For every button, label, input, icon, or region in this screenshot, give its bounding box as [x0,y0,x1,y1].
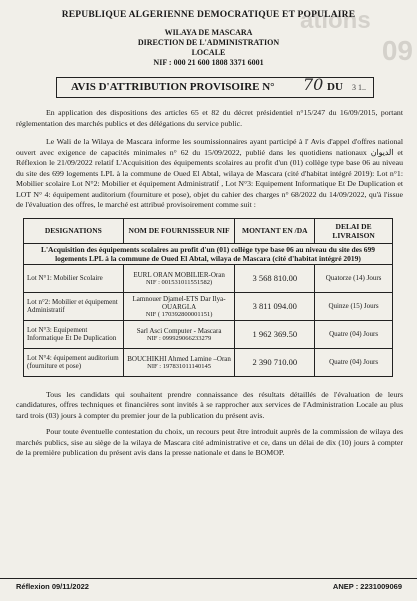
supplier-nif: NIF : 001531011551582) [145,278,213,286]
notice-title: AVIS D'ATTRIBUTION PROVISOIRE N° [71,81,275,93]
supplier-name: BOUCHIKHI Ahmed Lamine –Oran [127,354,231,363]
lot-amount: 1 962 369.50 [235,320,315,348]
supplier-name: EURL ORAN MOBILIER-Oran [133,270,225,279]
table-row [24,292,393,320]
lot-designation: Lot n°2: Mobilier et équipement Administratif [24,292,124,320]
lot-supplier [123,264,235,292]
lot-designation: Lot N°1: Mobilier Scolaire [24,264,124,292]
intro-paragraph: En application des dispositions des articles 65 et 82 du décret présidentiel n°15/247 du 16/09/2015, portant réglementation des marchés publics et des délégations du service public. [16,108,403,128]
lot-delay: Quatorze (14) Jours [315,264,393,292]
notice-footer [0,578,417,591]
footer-anep: ANEP : 2231009069 [332,582,402,591]
footer-publication: Réflexion 09/11/2022 [16,582,89,591]
notice-du: DU [327,81,343,93]
lot-supplier [123,348,235,376]
notice-title-box [56,77,374,98]
wilaya-name: WILAYA DE MASCARA [164,28,253,37]
results-paragraph: Tous les candidats qui souhaitent prendre connaissance des résultats détaillés de l'évaluation de leurs candidatures, offres techniques et financières sont invités à se rapprocher aux services de l'Administration Locale au plus tard trois (03) jours à compter du premier jour de la publication du présent avis. [16,389,403,420]
award-table [23,218,393,377]
supplier-name: Lamnouer Djamel-ETS Dar Ilya- OUARGLA [132,294,226,311]
supplier-nif: NIF : 197831011140145 [147,362,211,370]
locale-name: LOCALE [191,48,226,57]
table-row [24,264,393,292]
issuer-block [0,28,417,68]
lot-designation: Lot N°3: Equipement Informatique Et De Duplication [24,320,124,348]
republic-title: REPUBLIQUE ALGERIENNE DEMOCRATIQUE ET POPULAIRE [61,10,356,20]
issuer-nif: NIF : 000 21 600 1808 3371 6001 [153,58,264,67]
header-designations: DESIGNATIONS [24,218,124,243]
table-row [24,348,393,376]
table-header-row [24,218,393,243]
table-row [24,320,393,348]
header-amount: MONTANT EN /DA [235,218,315,243]
lot-delay: Quatre (04) Jours [315,348,393,376]
notice-date: 3 1.. [352,83,366,92]
lot-delay: Quinze (15) Jours [315,292,393,320]
supplier-nif: NIF ( 170392800001151) [145,310,213,318]
body-paragraph: Le Wali de la Wilaya de Mascara informe les soumissionnaires ayant participé à l' Avis d'appel d'offres national ouvert avec exigence de capacités minimales n° 62 du 15/09/2022, publié dans les quotidiens nationaux الديوان et Réflexion le 21/09/2022 relatif L'Acquisition des équipements scolaires au profit d'un (01) collège type base 06 au niveau du site des 699 logements LPL à la commune de Oued El Abtal, wilaya de Mascara (cité d'habitat intégré 2019): Lot n°1: Mobilier scolaire Lot N°2: Mobilier et équipement Administratif , Lot N°3: Equipement Informatique Et De Duplication et LOT N° 4: équipement auditorium (fourniture et pose), objet du cahier des charges n° 68/2022 du 14/09/2022, qu'à l'issue de l'évaluation des offres, le marché est attribué provisoirement comme suit : [16,137,403,209]
header-supplier: NOM DE FOURNISSEUR NIF [123,218,235,243]
header-delay: DELAI DE LIVRAISON [315,218,393,243]
lot-delay: Quatre (04) Jours [315,320,393,348]
notice-number: 70 [303,75,324,94]
bleed-through-text: ations 09 [300,7,413,66]
lot-supplier [123,320,235,348]
appeal-paragraph: Pour toute éventuelle contestation du choix, un recours peut être introduit auprès de la commission de wilaya des marchés publics, sise au siège de la wilaya de Mascara cité administrative et ce, dans un délai de dix (10) jours à compter de la première publication du présent avis dans la presse nationale et dans le BOMOP. [16,427,403,457]
table-span-row [24,243,393,264]
direction-name: DIRECTION DE L'ADMINISTRATION [137,38,280,47]
project-description: L'Acquisition des équipements scolaires au profit d'un (01) collège type base 06 au niveau du site des 699 logements LPL à la commune de Oued El Abtal, wilaya de Mascara (cité d'habitat intégré 2019) [24,243,393,264]
lot-designation: Lot N°4: équipement auditorium (fourniture et pose) [24,348,124,376]
bleed-number: 09 [381,35,413,66]
lot-amount: 2 390 710.00 [235,348,315,376]
notice-header [0,0,417,68]
lot-amount: 3 811 094.00 [235,292,315,320]
lot-amount: 3 568 810.00 [235,264,315,292]
supplier-nif: NIF : 099929066233279 [146,334,212,342]
lot-supplier [123,292,235,320]
supplier-name: Sarl Asci Computer - Mascara [136,326,222,335]
